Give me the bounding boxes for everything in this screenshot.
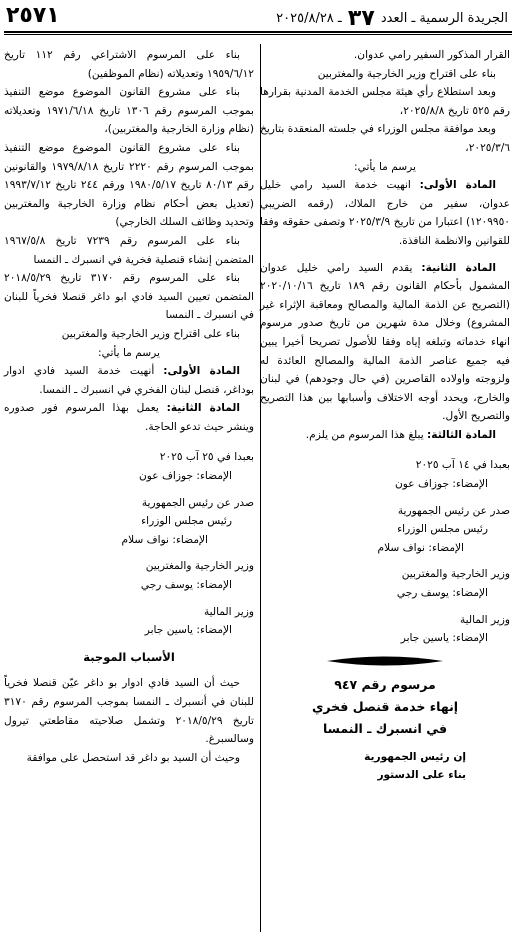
paragraph: بناء على المرسوم رقم ٧٢٣٩ تاريخ ١٩٦٧/٥/٨ المتضمن إنشاء قنصلية فخرية في انسبرك ـ النمسا — [4, 234, 254, 266]
finance-signature: الإمضاء: ياسين جابر — [144, 624, 232, 637]
article-text: انهيت خدمة السيد رامي خليل عدوان، سفير من خارج الملاك، (رقمه الضريبي ١٢٠٩٩٥٠) اعتبارا من تاريخ ٢٠٢٥/٣/٩ وتصفى حقوقه وفقا للقوانين والانظمة النافذة. — [260, 179, 510, 247]
president-signature: الإمضاء: جوزاف عون — [139, 470, 232, 483]
article-label: المادة الثانية: — [166, 402, 240, 415]
decree-date: بعبدا في ١٤ آب ٢٠٢٥ — [415, 459, 510, 472]
paragraph: بناء على المرسوم الاشتراعي رقم ١١٢ تاريخ ١٩٥٩/٦/١٢ وتعديلاته (نظام الموظفين) — [4, 49, 254, 80]
finance-title: وزير المالية — [459, 613, 510, 626]
fm-title: وزير الخارجية والمغتربين — [401, 568, 510, 581]
decree-subject-place: في انسبرك ـ النمسا — [322, 720, 448, 736]
finance-title: وزير المالية — [203, 605, 254, 618]
pm-signature: الإمضاء: نواف سلام — [121, 533, 208, 546]
paragraph: القرار المذكور السفير رامي عدوان. — [353, 49, 510, 61]
ornament-divider — [325, 654, 445, 668]
gazette-name: الجريدة الرسمية ـ العدد — [380, 11, 508, 26]
article-3 — [260, 426, 510, 445]
article-label: المادة الأولى: — [163, 365, 241, 378]
reasons-paragraph: حيث أن السيد فادي ادوار بو داغر عيّن قنصلا فخرياً للبنان في أنسبرك ـ النمسا بموجب المرسوم رقم ٣١٧٠ تاريخ ٢٠١٨/٥/٢٩ وتشمل صلاحيته مقاطعتي تيرول وسالسبرغ. — [4, 677, 254, 746]
right-column — [260, 46, 510, 785]
header-rule — [4, 31, 512, 33]
page-number: ٢٥٧١ — [6, 3, 60, 28]
finance-signature: الإمضاء: ياسين جابر — [400, 632, 488, 645]
article-text: يقدم السيد رامي خليل عدوان المشمول بأحكام القانون رقم ١٨٩ تاريخ ٢٠٢٠/١٠/١٦ (التصريح عن الذمة المالية والمصالح ومعاقبة الإثراء غير المشروع) وخلال مدة شهرين من تاريخ صدور مرسوم انهاء خدماته وتبلغه إياه وفقا للأصول تصريحا أخيرا يبين فيه جميع عناصر الذمة المالية والمصالح العائدة له ولزوجته واولاده القاصرين (في حال وجودهم) في لبنان والخارج، ويحدد أوجه الاختلاف وأسبابها بين هذا التصريح والتصريح الأول. — [260, 261, 510, 423]
article-2 — [4, 399, 254, 436]
gazette-title — [276, 6, 508, 31]
paragraph: بناء على مشروع القانون الموضوع موضع التنفيذ بموجب المرسوم رقم ١٣٠٦ تاريخ ١٩٧١/٦/١٨ وتعديلاته (نظام وزارة الخارجية والمغتربين)، — [4, 86, 254, 136]
article-label: المادة الثانية: — [421, 261, 496, 274]
reasons-paragraph: وحيث أن السيد بو داغر قد استحصل على موافقة — [26, 751, 240, 764]
gazette-date: ـ ٢٠٢٥/٨/٢٨ — [276, 11, 342, 26]
fm-signature: الإمضاء: يوسف رجي — [140, 579, 232, 592]
fm-title: وزير الخارجية والمغتربين — [145, 560, 254, 573]
decree-subject: إنهاء خدمة قنصل فخري — [311, 698, 459, 714]
article-label: المادة الأولى: — [419, 179, 496, 192]
page-header — [0, 0, 516, 34]
decree-number: مرسوم رقم ٩٤٧ — [334, 676, 436, 692]
article-label: المادة الثالثة: — [427, 428, 496, 441]
decree-date: بعبدا في ٢٥ آب ٢٠٢٥ — [159, 451, 254, 464]
issue-number: ٣٧ — [347, 6, 375, 31]
article-1 — [260, 176, 510, 250]
header-rule-thin — [4, 34, 512, 35]
article-2 — [260, 259, 510, 426]
issued-by: صدر عن رئيس الجمهورية — [397, 504, 510, 517]
decree-basis: بناء على الدستور — [377, 769, 466, 782]
decree-intro: يرسم ما يأتي: — [354, 160, 416, 173]
article-text: أنهيت خدمة السيد فادي ادوار بوداغر، قنصل لبنان الفخري في انسبرك ـ النمسا. — [4, 365, 254, 396]
paragraph: وبعد موافقة مجلس الوزراء في جلسته المنعقدة بتاريخ ٢٠٢٥/٣/٦، — [260, 123, 510, 154]
paragraph: بناء على اقتراح وزير الخارجية والمغتربين — [317, 67, 496, 80]
paragraph: وبعد استطلاع رأي هيئة مجلس الخدمة المدنية بقرارها رقم ٥٢٥ تاريخ ٢٠٢٥/٨/٨، — [260, 86, 510, 117]
article-text: يعمل بهذا المرسوم فور صدوره وينشر حيث تدعو الحاجة. — [4, 402, 254, 433]
president-signature: الإمضاء: جوزاف عون — [395, 478, 488, 491]
paragraph: بناء على اقتراح وزير الخارجية والمغتربين — [61, 327, 240, 340]
pm-title: رئيس مجلس الوزراء — [397, 523, 488, 536]
left-column — [4, 46, 254, 767]
decree-from: إن رئيس الجمهورية — [364, 750, 466, 763]
decree-intro: يرسم ما يأتي: — [98, 346, 160, 359]
pm-title: رئيس مجلس الوزراء — [141, 515, 232, 528]
paragraph: بناء على مشروع القانون الموضوع موضع التنفيذ بموجب المرسوم رقم ٢٢٢٠ تاريخ ١٩٧٩/٨/١٨ والقانونين رقم ٨٠/١٣ تاريخ ١٩٨٠/٥/١٧ ورقم ٢٤٤ تاريخ ١٩٩٣/٧/١٢ (تعديل بعض أحكام نظام وزارة الخارجية والمغتربين وتحديد وظائف السلك الخارجي) — [4, 141, 254, 229]
pm-signature: الإمضاء: نواف سلام — [377, 541, 464, 554]
article-text: يبلغ هذا المرسوم من يلزم. — [305, 428, 424, 441]
fm-signature: الإمضاء: يوسف رجي — [396, 587, 488, 600]
article-1 — [4, 362, 254, 399]
issued-by: صدر عن رئيس الجمهورية — [141, 496, 254, 509]
reasons-title: الأسباب الموجبة — [83, 649, 175, 664]
paragraph: بناء على المرسوم رقم ٣١٧٠ تاريخ ٢٠١٨/٥/٢٩ المتضمن تعيين السيد فادي ابو داغر قنصلا فخرياً للبنان في انسبرك ـ النمسا — [4, 272, 254, 322]
